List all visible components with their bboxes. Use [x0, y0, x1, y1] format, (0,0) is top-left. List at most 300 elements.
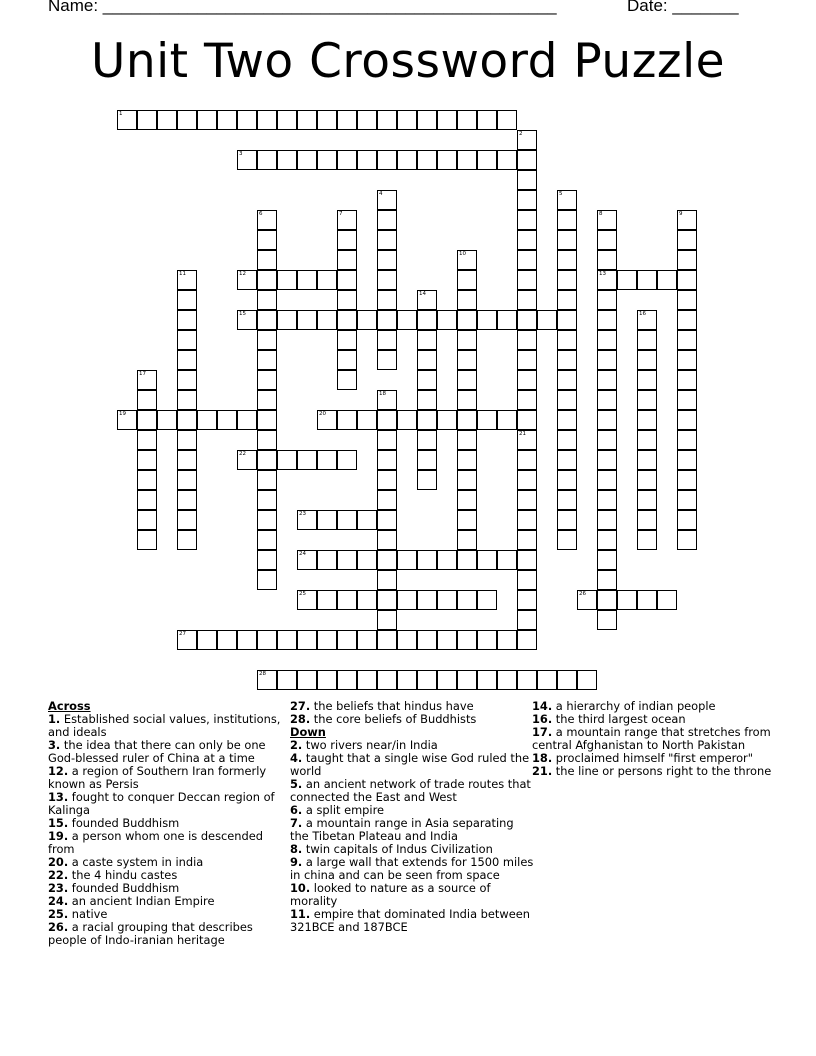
grid-cell[interactable]	[377, 110, 397, 130]
grid-cell[interactable]	[397, 670, 417, 690]
grid-cell[interactable]	[377, 510, 397, 530]
grid-cell[interactable]	[377, 350, 397, 370]
grid-cell[interactable]	[637, 590, 657, 610]
grid-cell[interactable]	[357, 110, 377, 130]
grid-cell[interactable]	[597, 510, 617, 530]
grid-cell[interactable]	[257, 470, 277, 490]
grid-cell[interactable]	[337, 250, 357, 270]
grid-cell[interactable]	[457, 350, 477, 370]
grid-cell[interactable]	[377, 630, 397, 650]
grid-cell[interactable]	[377, 530, 397, 550]
grid-cell[interactable]	[337, 510, 357, 530]
grid-cell[interactable]	[237, 270, 257, 290]
grid-cell[interactable]	[677, 310, 697, 330]
grid-cell[interactable]	[357, 410, 377, 430]
grid-cell[interactable]	[297, 110, 317, 130]
grid-cell[interactable]	[377, 210, 397, 230]
grid-cell[interactable]	[557, 410, 577, 430]
grid-cell[interactable]	[317, 550, 337, 570]
grid-cell[interactable]	[177, 510, 197, 530]
grid-cell[interactable]	[557, 370, 577, 390]
grid-cell[interactable]	[137, 370, 157, 390]
grid-cell[interactable]	[497, 410, 517, 430]
grid-cell[interactable]	[137, 470, 157, 490]
grid-cell[interactable]	[517, 450, 537, 470]
grid-cell[interactable]	[297, 150, 317, 170]
grid-cell[interactable]	[177, 290, 197, 310]
grid-cell[interactable]	[457, 470, 477, 490]
grid-cell[interactable]	[557, 450, 577, 470]
grid-cell[interactable]	[417, 670, 437, 690]
grid-cell[interactable]	[337, 370, 357, 390]
grid-cell[interactable]	[257, 430, 277, 450]
grid-cell[interactable]	[437, 630, 457, 650]
grid-cell[interactable]	[477, 670, 497, 690]
grid-cell[interactable]	[417, 310, 437, 330]
grid-cell[interactable]	[677, 330, 697, 350]
grid-cell[interactable]	[417, 450, 437, 470]
grid-cell[interactable]	[557, 670, 577, 690]
grid-cell[interactable]	[677, 390, 697, 410]
grid-cell[interactable]	[517, 430, 537, 450]
grid-cell[interactable]	[377, 270, 397, 290]
grid-cell[interactable]	[417, 290, 437, 310]
grid-cell[interactable]	[497, 550, 517, 570]
grid-cell[interactable]	[637, 310, 657, 330]
grid-cell[interactable]	[637, 370, 657, 390]
grid-cell[interactable]	[497, 630, 517, 650]
grid-cell[interactable]	[457, 490, 477, 510]
grid-cell[interactable]	[277, 270, 297, 290]
grid-cell[interactable]	[137, 410, 157, 430]
grid-cell[interactable]	[257, 410, 277, 430]
grid-cell[interactable]	[417, 630, 437, 650]
grid-cell[interactable]	[437, 150, 457, 170]
grid-cell[interactable]	[277, 150, 297, 170]
grid-cell[interactable]	[177, 630, 197, 650]
grid-cell[interactable]	[117, 410, 137, 430]
grid-cell[interactable]	[177, 110, 197, 130]
grid-cell[interactable]	[677, 470, 697, 490]
grid-cell[interactable]	[417, 330, 437, 350]
grid-cell[interactable]	[137, 390, 157, 410]
grid-cell[interactable]	[317, 670, 337, 690]
grid-cell[interactable]	[497, 310, 517, 330]
grid-cell[interactable]	[217, 110, 237, 130]
grid-cell[interactable]	[357, 590, 377, 610]
grid-cell[interactable]	[457, 270, 477, 290]
grid-cell[interactable]	[357, 630, 377, 650]
grid-cell[interactable]	[477, 630, 497, 650]
grid-cell[interactable]	[637, 470, 657, 490]
grid-cell[interactable]	[317, 590, 337, 610]
grid-cell[interactable]	[417, 430, 437, 450]
grid-cell[interactable]	[677, 290, 697, 310]
grid-cell[interactable]	[297, 670, 317, 690]
grid-cell[interactable]	[137, 530, 157, 550]
grid-cell[interactable]	[437, 670, 457, 690]
grid-cell[interactable]	[177, 390, 197, 410]
grid-cell[interactable]	[337, 330, 357, 350]
grid-cell[interactable]	[557, 490, 577, 510]
grid-cell[interactable]	[317, 630, 337, 650]
grid-cell[interactable]	[457, 530, 477, 550]
grid-cell[interactable]	[317, 110, 337, 130]
grid-cell[interactable]	[377, 190, 397, 210]
grid-cell[interactable]	[237, 150, 257, 170]
grid-cell[interactable]	[457, 410, 477, 430]
grid-cell[interactable]	[557, 270, 577, 290]
grid-cell[interactable]	[677, 270, 697, 290]
grid-cell[interactable]	[597, 270, 617, 290]
grid-cell[interactable]	[337, 230, 357, 250]
grid-cell[interactable]	[177, 410, 197, 430]
grid-cell[interactable]	[337, 350, 357, 370]
grid-cell[interactable]	[157, 410, 177, 430]
grid-cell[interactable]	[597, 210, 617, 230]
grid-cell[interactable]	[457, 250, 477, 270]
grid-cell[interactable]	[517, 490, 537, 510]
grid-cell[interactable]	[637, 330, 657, 350]
grid-cell[interactable]	[297, 590, 317, 610]
grid-cell[interactable]	[397, 630, 417, 650]
grid-cell[interactable]	[517, 590, 537, 610]
grid-cell[interactable]	[597, 290, 617, 310]
grid-cell[interactable]	[477, 410, 497, 430]
grid-cell[interactable]	[317, 150, 337, 170]
grid-cell[interactable]	[517, 190, 537, 210]
grid-cell[interactable]	[257, 370, 277, 390]
grid-cell[interactable]	[677, 530, 697, 550]
grid-cell[interactable]	[257, 570, 277, 590]
grid-cell[interactable]	[597, 230, 617, 250]
grid-cell[interactable]	[417, 550, 437, 570]
grid-cell[interactable]	[257, 390, 277, 410]
grid-cell[interactable]	[237, 310, 257, 330]
grid-cell[interactable]	[597, 390, 617, 410]
grid-cell[interactable]	[297, 310, 317, 330]
grid-cell[interactable]	[417, 350, 437, 370]
grid-cell[interactable]	[357, 550, 377, 570]
grid-cell[interactable]	[417, 410, 437, 430]
grid-cell[interactable]	[557, 310, 577, 330]
grid-cell[interactable]	[597, 470, 617, 490]
grid-cell[interactable]	[157, 110, 177, 130]
grid-cell[interactable]	[177, 370, 197, 390]
grid-cell[interactable]	[377, 150, 397, 170]
grid-cell[interactable]	[197, 630, 217, 650]
grid-cell[interactable]	[297, 510, 317, 530]
grid-cell[interactable]	[597, 570, 617, 590]
grid-cell[interactable]	[237, 110, 257, 130]
grid-cell[interactable]	[437, 590, 457, 610]
grid-cell[interactable]	[277, 670, 297, 690]
grid-cell[interactable]	[517, 570, 537, 590]
grid-cell[interactable]	[677, 370, 697, 390]
grid-cell[interactable]	[437, 550, 457, 570]
grid-cell[interactable]	[417, 150, 437, 170]
grid-cell[interactable]	[257, 510, 277, 530]
grid-cell[interactable]	[337, 670, 357, 690]
grid-cell[interactable]	[357, 510, 377, 530]
grid-cell[interactable]	[377, 290, 397, 310]
grid-cell[interactable]	[137, 490, 157, 510]
grid-cell[interactable]	[517, 350, 537, 370]
grid-cell[interactable]	[557, 230, 577, 250]
grid-cell[interactable]	[557, 330, 577, 350]
grid-cell[interactable]	[457, 330, 477, 350]
grid-cell[interactable]	[397, 110, 417, 130]
grid-cell[interactable]	[197, 110, 217, 130]
grid-cell[interactable]	[337, 270, 357, 290]
grid-cell[interactable]	[377, 410, 397, 430]
grid-cell[interactable]	[437, 310, 457, 330]
grid-cell[interactable]	[597, 370, 617, 390]
grid-cell[interactable]	[177, 470, 197, 490]
grid-cell[interactable]	[457, 630, 477, 650]
grid-cell[interactable]	[377, 450, 397, 470]
grid-cell[interactable]	[257, 450, 277, 470]
grid-cell[interactable]	[517, 310, 537, 330]
grid-cell[interactable]	[677, 350, 697, 370]
grid-cell[interactable]	[517, 150, 537, 170]
grid-cell[interactable]	[377, 470, 397, 490]
grid-cell[interactable]	[397, 310, 417, 330]
grid-cell[interactable]	[337, 290, 357, 310]
grid-cell[interactable]	[417, 370, 437, 390]
grid-cell[interactable]	[257, 530, 277, 550]
grid-cell[interactable]	[517, 250, 537, 270]
grid-cell[interactable]	[637, 430, 657, 450]
grid-cell[interactable]	[277, 110, 297, 130]
grid-cell[interactable]	[637, 410, 657, 430]
grid-cell[interactable]	[597, 450, 617, 470]
grid-cell[interactable]	[337, 310, 357, 330]
grid-cell[interactable]	[137, 110, 157, 130]
grid-cell[interactable]	[517, 610, 537, 630]
grid-cell[interactable]	[397, 410, 417, 430]
grid-cell[interactable]	[257, 290, 277, 310]
grid-cell[interactable]	[237, 450, 257, 470]
grid-cell[interactable]	[517, 410, 537, 430]
grid-cell[interactable]	[337, 450, 357, 470]
grid-cell[interactable]	[297, 450, 317, 470]
grid-cell[interactable]	[517, 330, 537, 350]
grid-cell[interactable]	[457, 670, 477, 690]
grid-cell[interactable]	[137, 510, 157, 530]
grid-cell[interactable]	[457, 310, 477, 330]
grid-cell[interactable]	[357, 670, 377, 690]
grid-cell[interactable]	[257, 630, 277, 650]
grid-cell[interactable]	[257, 330, 277, 350]
grid-cell[interactable]	[457, 510, 477, 530]
grid-cell[interactable]	[377, 390, 397, 410]
grid-cell[interactable]	[517, 630, 537, 650]
grid-cell[interactable]	[397, 150, 417, 170]
grid-cell[interactable]	[457, 290, 477, 310]
grid-cell[interactable]	[597, 330, 617, 350]
grid-cell[interactable]	[377, 230, 397, 250]
grid-cell[interactable]	[337, 550, 357, 570]
grid-cell[interactable]	[257, 490, 277, 510]
grid-cell[interactable]	[597, 350, 617, 370]
grid-cell[interactable]	[297, 550, 317, 570]
grid-cell[interactable]	[377, 430, 397, 450]
grid-cell[interactable]	[377, 310, 397, 330]
grid-cell[interactable]	[317, 310, 337, 330]
grid-cell[interactable]	[577, 670, 597, 690]
grid-cell[interactable]	[637, 450, 657, 470]
grid-cell[interactable]	[377, 570, 397, 590]
grid-cell[interactable]	[177, 450, 197, 470]
grid-cell[interactable]	[657, 270, 677, 290]
grid-cell[interactable]	[517, 370, 537, 390]
grid-cell[interactable]	[377, 670, 397, 690]
grid-cell[interactable]	[637, 350, 657, 370]
grid-cell[interactable]	[537, 670, 557, 690]
grid-cell[interactable]	[317, 410, 337, 430]
grid-cell[interactable]	[477, 310, 497, 330]
grid-cell[interactable]	[597, 610, 617, 630]
grid-cell[interactable]	[517, 230, 537, 250]
grid-cell[interactable]	[457, 430, 477, 450]
grid-cell[interactable]	[377, 330, 397, 350]
grid-cell[interactable]	[597, 430, 617, 450]
grid-cell[interactable]	[377, 610, 397, 630]
grid-cell[interactable]	[677, 230, 697, 250]
grid-cell[interactable]	[617, 590, 637, 610]
grid-cell[interactable]	[557, 390, 577, 410]
grid-cell[interactable]	[177, 310, 197, 330]
grid-cell[interactable]	[677, 450, 697, 470]
grid-cell[interactable]	[557, 290, 577, 310]
grid-cell[interactable]	[337, 630, 357, 650]
grid-cell[interactable]	[477, 150, 497, 170]
grid-cell[interactable]	[377, 250, 397, 270]
grid-cell[interactable]	[457, 390, 477, 410]
grid-cell[interactable]	[677, 430, 697, 450]
grid-cell[interactable]	[257, 210, 277, 230]
grid-cell[interactable]	[277, 630, 297, 650]
grid-cell[interactable]	[417, 110, 437, 130]
grid-cell[interactable]	[637, 490, 657, 510]
grid-cell[interactable]	[177, 350, 197, 370]
grid-cell[interactable]	[597, 410, 617, 430]
grid-cell[interactable]	[257, 230, 277, 250]
grid-cell[interactable]	[677, 210, 697, 230]
grid-cell[interactable]	[457, 450, 477, 470]
grid-cell[interactable]	[337, 150, 357, 170]
grid-cell[interactable]	[257, 310, 277, 330]
grid-cell[interactable]	[377, 490, 397, 510]
grid-cell[interactable]	[257, 670, 277, 690]
grid-cell[interactable]	[597, 550, 617, 570]
grid-cell[interactable]	[637, 510, 657, 530]
grid-cell[interactable]	[517, 210, 537, 230]
grid-cell[interactable]	[437, 110, 457, 130]
grid-cell[interactable]	[257, 270, 277, 290]
grid-cell[interactable]	[517, 270, 537, 290]
grid-cell[interactable]	[117, 110, 137, 130]
grid-cell[interactable]	[617, 270, 637, 290]
grid-cell[interactable]	[337, 110, 357, 130]
grid-cell[interactable]	[457, 370, 477, 390]
grid-cell[interactable]	[337, 210, 357, 230]
grid-cell[interactable]	[377, 590, 397, 610]
grid-cell[interactable]	[457, 550, 477, 570]
grid-cell[interactable]	[357, 150, 377, 170]
grid-cell[interactable]	[297, 270, 317, 290]
grid-cell[interactable]	[517, 170, 537, 190]
grid-cell[interactable]	[257, 550, 277, 570]
grid-cell[interactable]	[557, 210, 577, 230]
grid-cell[interactable]	[457, 110, 477, 130]
grid-cell[interactable]	[557, 510, 577, 530]
grid-cell[interactable]	[137, 450, 157, 470]
grid-cell[interactable]	[177, 490, 197, 510]
grid-cell[interactable]	[517, 510, 537, 530]
grid-cell[interactable]	[597, 530, 617, 550]
grid-cell[interactable]	[537, 310, 557, 330]
grid-cell[interactable]	[677, 410, 697, 430]
grid-cell[interactable]	[317, 450, 337, 470]
grid-cell[interactable]	[597, 310, 617, 330]
grid-cell[interactable]	[177, 330, 197, 350]
grid-cell[interactable]	[257, 110, 277, 130]
grid-cell[interactable]	[437, 410, 457, 430]
grid-cell[interactable]	[497, 150, 517, 170]
grid-cell[interactable]	[417, 390, 437, 410]
grid-cell[interactable]	[637, 530, 657, 550]
grid-cell[interactable]	[457, 590, 477, 610]
grid-cell[interactable]	[177, 530, 197, 550]
grid-cell[interactable]	[137, 430, 157, 450]
grid-cell[interactable]	[497, 670, 517, 690]
grid-cell[interactable]	[597, 250, 617, 270]
grid-cell[interactable]	[257, 150, 277, 170]
grid-cell[interactable]	[277, 450, 297, 470]
grid-cell[interactable]	[557, 250, 577, 270]
grid-cell[interactable]	[557, 430, 577, 450]
grid-cell[interactable]	[237, 410, 257, 430]
grid-cell[interactable]	[657, 590, 677, 610]
grid-cell[interactable]	[257, 250, 277, 270]
grid-cell[interactable]	[517, 530, 537, 550]
grid-cell[interactable]	[317, 270, 337, 290]
grid-cell[interactable]	[197, 410, 217, 430]
grid-cell[interactable]	[377, 550, 397, 570]
grid-cell[interactable]	[337, 590, 357, 610]
grid-cell[interactable]	[297, 630, 317, 650]
grid-cell[interactable]	[257, 350, 277, 370]
grid-cell[interactable]	[677, 250, 697, 270]
grid-cell[interactable]	[277, 310, 297, 330]
grid-cell[interactable]	[477, 110, 497, 130]
grid-cell[interactable]	[637, 390, 657, 410]
grid-cell[interactable]	[477, 590, 497, 610]
grid-cell[interactable]	[217, 410, 237, 430]
grid-cell[interactable]	[557, 190, 577, 210]
grid-cell[interactable]	[317, 510, 337, 530]
grid-cell[interactable]	[457, 150, 477, 170]
grid-cell[interactable]	[237, 630, 257, 650]
grid-cell[interactable]	[517, 390, 537, 410]
grid-cell[interactable]	[517, 130, 537, 150]
grid-cell[interactable]	[557, 350, 577, 370]
grid-cell[interactable]	[597, 490, 617, 510]
grid-cell[interactable]	[597, 590, 617, 610]
grid-cell[interactable]	[357, 310, 377, 330]
